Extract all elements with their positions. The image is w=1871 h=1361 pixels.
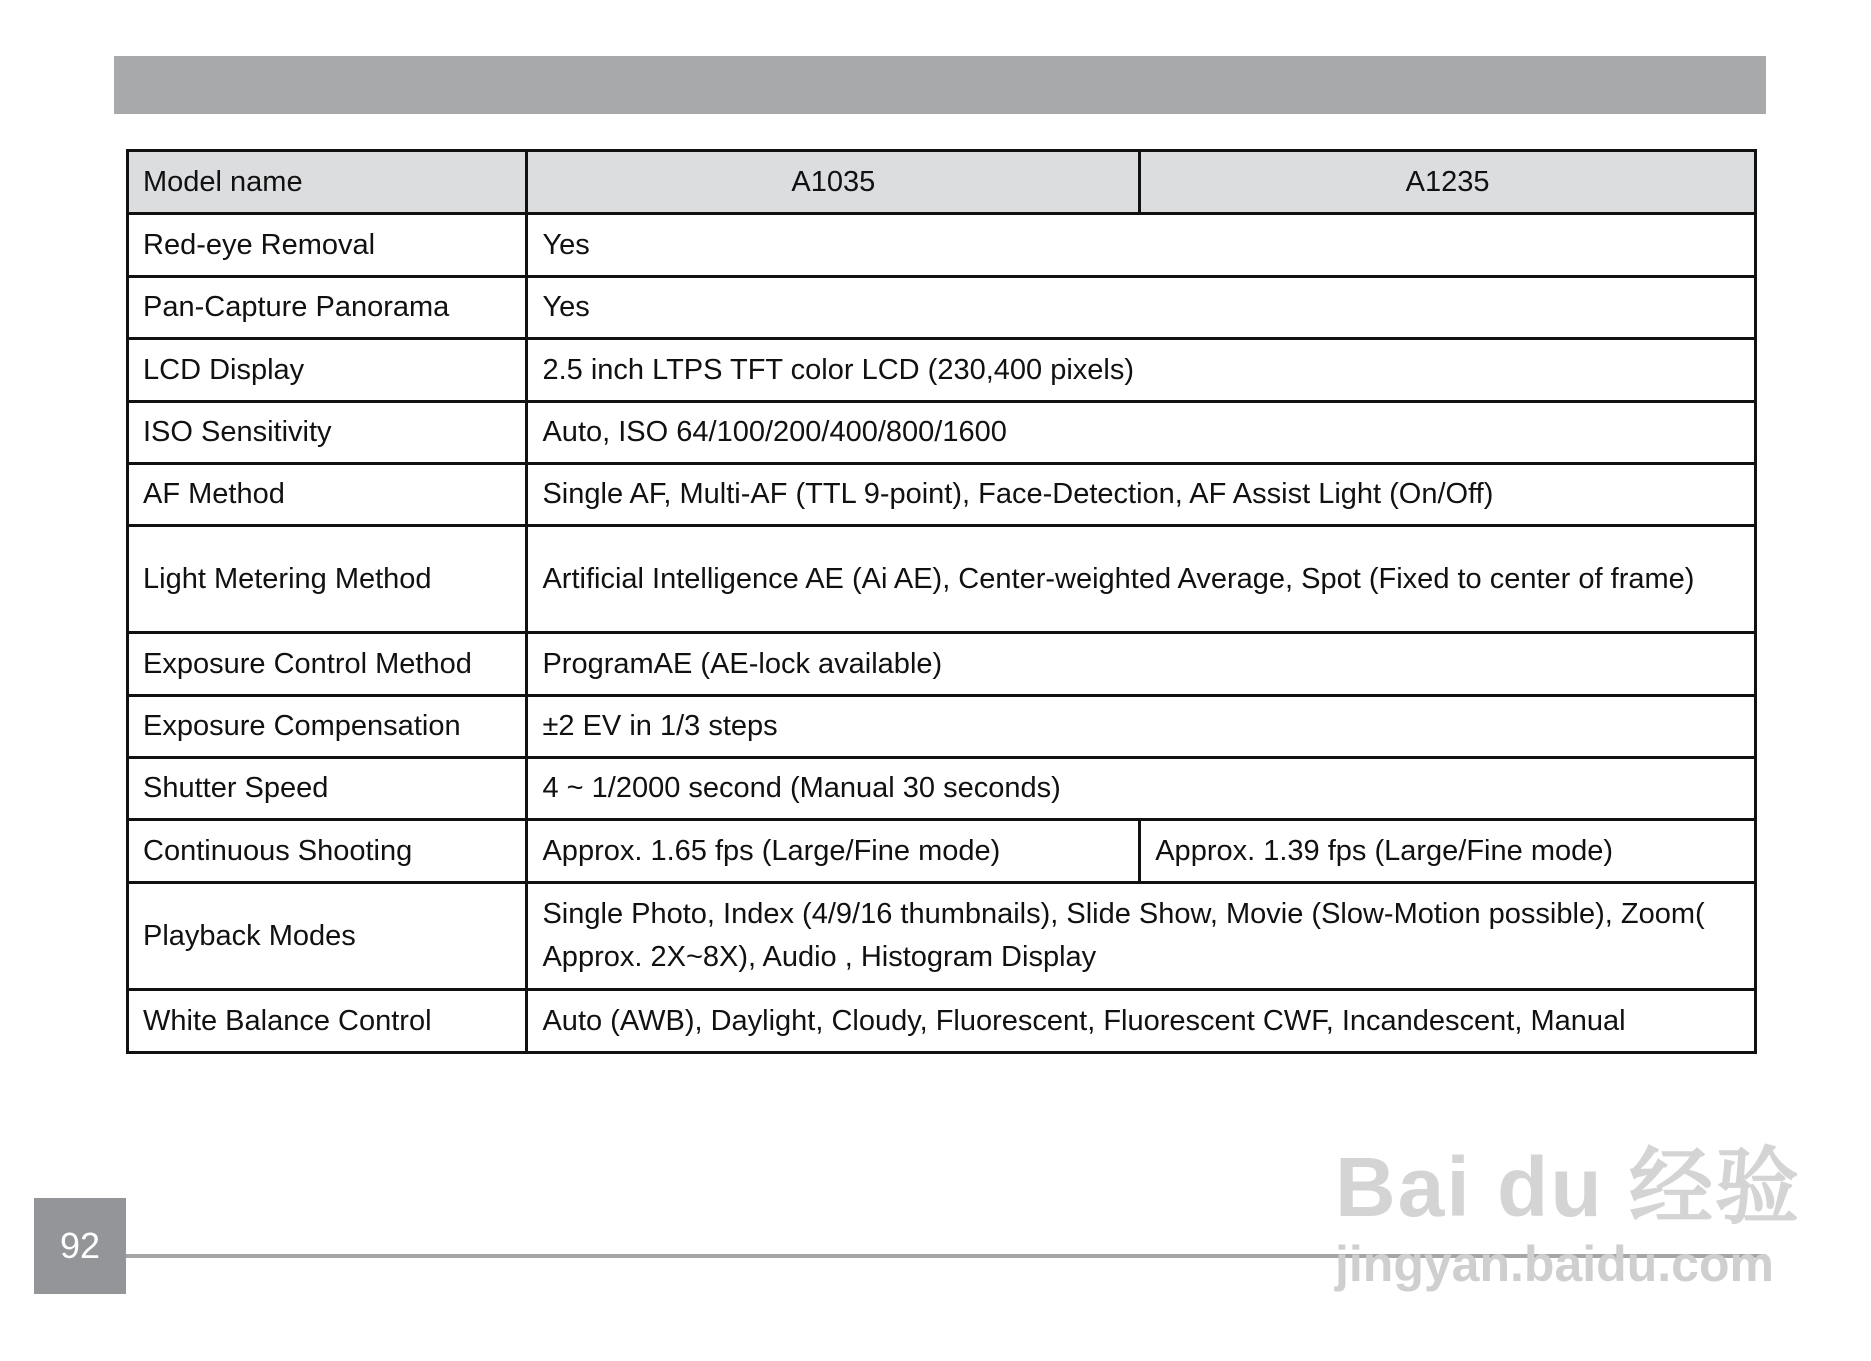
table-row (128, 820, 1756, 883)
row-label: AF Method (128, 464, 527, 526)
table-row (128, 402, 1756, 464)
row-value: Artificial Intelligence AE (Ai AE), Center-weighted Average, Spot (Fixed to center of frame) (527, 526, 1756, 633)
header-model-1: A1035 (527, 151, 1140, 214)
table-row (128, 277, 1756, 339)
row-label: Exposure Control Method (128, 633, 527, 696)
row-label: Red-eye Removal (128, 214, 527, 277)
table-row (128, 883, 1756, 990)
header-model-2: A1235 (1140, 151, 1756, 214)
header-label: Model name (128, 151, 527, 214)
watermark-logo: Bai du 经验 (1335, 1140, 1802, 1234)
row-value: ProgramAE (AE-lock available) (527, 633, 1756, 696)
row-value: Auto (AWB), Daylight, Cloudy, Fluorescent, Fluorescent CWF, Incandescent, Manual (527, 990, 1756, 1053)
row-label: ISO Sensitivity (128, 402, 527, 464)
watermark-url: jingyan.baidu.com (1335, 1236, 1774, 1292)
row-value: Yes (527, 277, 1756, 339)
row-value: ±2 EV in 1/3 steps (527, 696, 1756, 758)
row-label: Shutter Speed (128, 758, 527, 820)
table-row (128, 464, 1756, 526)
spec-table (126, 149, 1757, 1054)
row-value: Yes (527, 214, 1756, 277)
table-row (128, 990, 1756, 1053)
table-row (128, 214, 1756, 277)
page-number: 92 (34, 1198, 126, 1294)
row-label: Light Metering Method (128, 526, 527, 633)
row-value: 4 ~ 1/2000 second (Manual 30 seconds) (527, 758, 1756, 820)
header-bar (114, 56, 1766, 114)
table-row (128, 696, 1756, 758)
row-value-model-1: Approx. 1.65 fps (Large/Fine mode) (527, 820, 1140, 883)
row-label: Exposure Compensation (128, 696, 527, 758)
table-header-row (128, 151, 1756, 214)
row-value: 2.5 inch LTPS TFT color LCD (230,400 pixels) (527, 339, 1756, 402)
row-label: White Balance Control (128, 990, 527, 1053)
row-label: LCD Display (128, 339, 527, 402)
row-value: Single AF, Multi-AF (TTL 9-point), Face-Detection, AF Assist Light (On/Off) (527, 464, 1756, 526)
table-row (128, 758, 1756, 820)
row-label: Continuous Shooting (128, 820, 527, 883)
table-row (128, 633, 1756, 696)
row-value: Auto, ISO 64/100/200/400/800/1600 (527, 402, 1756, 464)
table-row (128, 339, 1756, 402)
row-label: Pan-Capture Panorama (128, 277, 527, 339)
row-label: Playback Modes (128, 883, 527, 990)
row-value: Single Photo, Index (4/9/16 thumbnails), Slide Show, Movie (Slow-Motion possible), Zoom( Approx. 2X~8X), Audio , Histogram Display (527, 883, 1756, 990)
table-row (128, 526, 1756, 633)
row-value-model-2: Approx. 1.39 fps (Large/Fine mode) (1140, 820, 1756, 883)
